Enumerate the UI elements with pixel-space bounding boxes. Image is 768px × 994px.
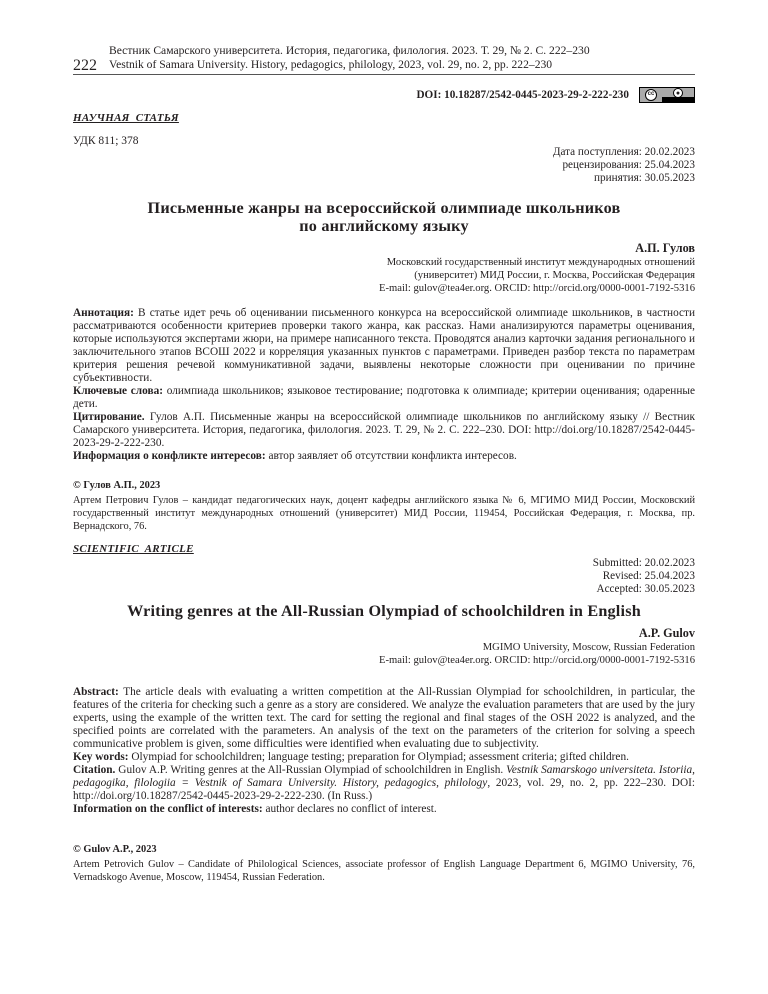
affiliation-en: MGIMO University, Moscow, Russian Federation [482, 642, 695, 653]
section-label-en: SCIENTIFIC ARTICLE [73, 543, 194, 555]
article-title-en: Writing genres at the All-Russian Olympiad of schoolchildren in English [127, 602, 641, 620]
date-reviewed: рецензирования: 25.04.2023 [562, 159, 695, 171]
copyright-block-ru [73, 479, 695, 533]
copyright-block-en [73, 843, 695, 884]
keywords-ru: Ключевые слова: олимпиада школьников; языковое тестирование; подготовка к олимпиаде; критерии оценивания; одаренные дети. [73, 385, 695, 410]
author-bio-ru: Артем Петрович Гулов – кандидат педагогических наук, доцент кафедры английского языка № 6, МГИМО МИД России, Московский государственный институт международных отношений (университет) МИД России, 119454, Российская Федерация, г. Москва, пр. Вернадского, 76. [73, 495, 695, 532]
cc-icon: cc [640, 88, 662, 102]
author-name-en: A.P. Gulov [638, 626, 695, 640]
by-attribution-icon [662, 88, 694, 102]
conflict-ru: Информация о конфликте интересов: автор заявляет об отсутствии конфликта интересов. [73, 450, 517, 462]
section-label-ru: НАУЧНАЯ СТАТЬЯ [73, 112, 179, 124]
running-header [73, 44, 695, 75]
journal-citation-header [109, 44, 590, 71]
date-accepted-en: Accepted: 30.05.2023 [596, 583, 695, 595]
journal-title-en: Vestnik of Samara University. History, pedagogics, philology, 2023, vol. 29, no. 2, pp. 222–230 [109, 57, 553, 71]
contact-ru: E-mail: gulov@tea4er.org. ORCID: http://orcid.org/0000-0001-7192-5316 [379, 283, 695, 294]
article-title-ru: Письменные жанры на всероссийской олимпиаде школьников по английскому языку [147, 199, 621, 235]
abstract-en: Abstract: The article deals with evaluating a written competition at the All-Russian Olympiad for schoolchildren, in particular, the features of the criteria for checking such a genre as a story are considered. We analyze the evaluation parameters that are used by the jury experts, using the example of the written text. The card for setting the regional and final stages of the OSH 2022 is analyzed, and the specified points are correlated with the parameters. An analysis of the text on the parameters of the criterion for solving a speech communicative problem is given, some difficulties were identified when evaluating due to subjectivity. [73, 686, 695, 750]
doi-row [416, 86, 695, 104]
citation-en: Citation. Gulov A.P. Writing genres at the All-Russian Olympiad of schoolchildren in English. Vestnik Samarskogo universiteta. Istoriia, pedagogika, filologiia = Vestnik of Samara University. History, pedagogics, philology, 2023, vol. 29, no. 2, pp. 222–230. DOI: http://doi.org/10.18287/2542-0445-2023-29-2-222-230. (In Russ.) [73, 764, 696, 802]
author-name-ru: А.П. Гулов [635, 241, 695, 255]
dates-ru [553, 146, 695, 185]
copyright-en: © Gulov A.P., 2023 [73, 844, 157, 855]
affiliation-ru-line2: (университет) МИД России, г. Москва, Российская Федерация [414, 270, 695, 281]
date-received: Дата поступления: 20.02.2023 [552, 146, 695, 158]
date-accepted: принятия: 30.05.2023 [594, 172, 695, 184]
date-revised: Revised: 25.04.2023 [602, 570, 695, 582]
cc-by-license-badge[interactable] [639, 87, 695, 103]
abstract-ru: Аннотация: В статье идет речь об оценивании письменного конкурса на всероссийской олимпиаде школьников, в частности рассматриваются особенности критериев проверки такого жанра, как рассказ. Нами анализируются параметры оценивания, которые используются экспертами жюри, на примере написанного текста. Проводятся анализ карточки задания регионального и заключительного этапов ВСОШ 2022 и корреляция указанных пунктов с параметрами. Приведен разбор текста по параметрам критерия решения речевой коммуникативной задачи, выявлены некоторые сложности при оценивании по причине субъективности. [73, 307, 695, 384]
doi-text[interactable]: DOI: 10.18287/2542-0445-2023-29-2-222-230 [416, 89, 629, 101]
author-block-ru [379, 241, 695, 295]
citation-ru: Цитирование. Гулов А.П. Письменные жанры на всероссийской олимпиаде школьников по английскому языку // Вестник Самарского университета. История, педагогика, филология. 2023. Т. 29, № 2. С. 222–230. DOI: http://doi.org/10.18287/2542-0445-2023-29-2-222-230. [73, 411, 695, 449]
affiliation-ru-line1: Московский государственный институт международных отношений [386, 257, 695, 268]
abstract-block-ru [73, 307, 695, 463]
journal-title-ru: Вестник Самарского университета. История, педагогика, филология. 2023. Т. 29, № 2. С. 222–230 [109, 44, 590, 57]
author-bio-en: Artem Petrovich Gulov – Candidate of Philological Sciences, associate professor of English Language Department 6, MGIMO University, 76, Vernadskogo Avenue, Moscow, 119454, Russian Federation. [73, 859, 695, 883]
person-icon: ● [673, 88, 683, 98]
conflict-en: Information on the conflict of interests: author declares no conflict of interest. [73, 803, 437, 815]
dates-en [593, 557, 695, 596]
contact-en: E-mail: gulov@tea4er.org. ORCID: http://orcid.org/0000-0001-7192-5316 [379, 655, 695, 666]
author-block-en [379, 626, 695, 667]
keywords-en: Key words: Olympiad for schoolchildren; language testing; preparation for Olympiad; assessment criteria; gifted children. [73, 751, 629, 763]
copyright-ru: © Гулов А.П., 2023 [73, 480, 161, 491]
udc-code: УДК 811; 378 [73, 135, 139, 147]
abstract-block-en [73, 686, 695, 816]
page-number: 222 [73, 57, 97, 74]
date-submitted: Submitted: 20.02.2023 [592, 557, 695, 569]
